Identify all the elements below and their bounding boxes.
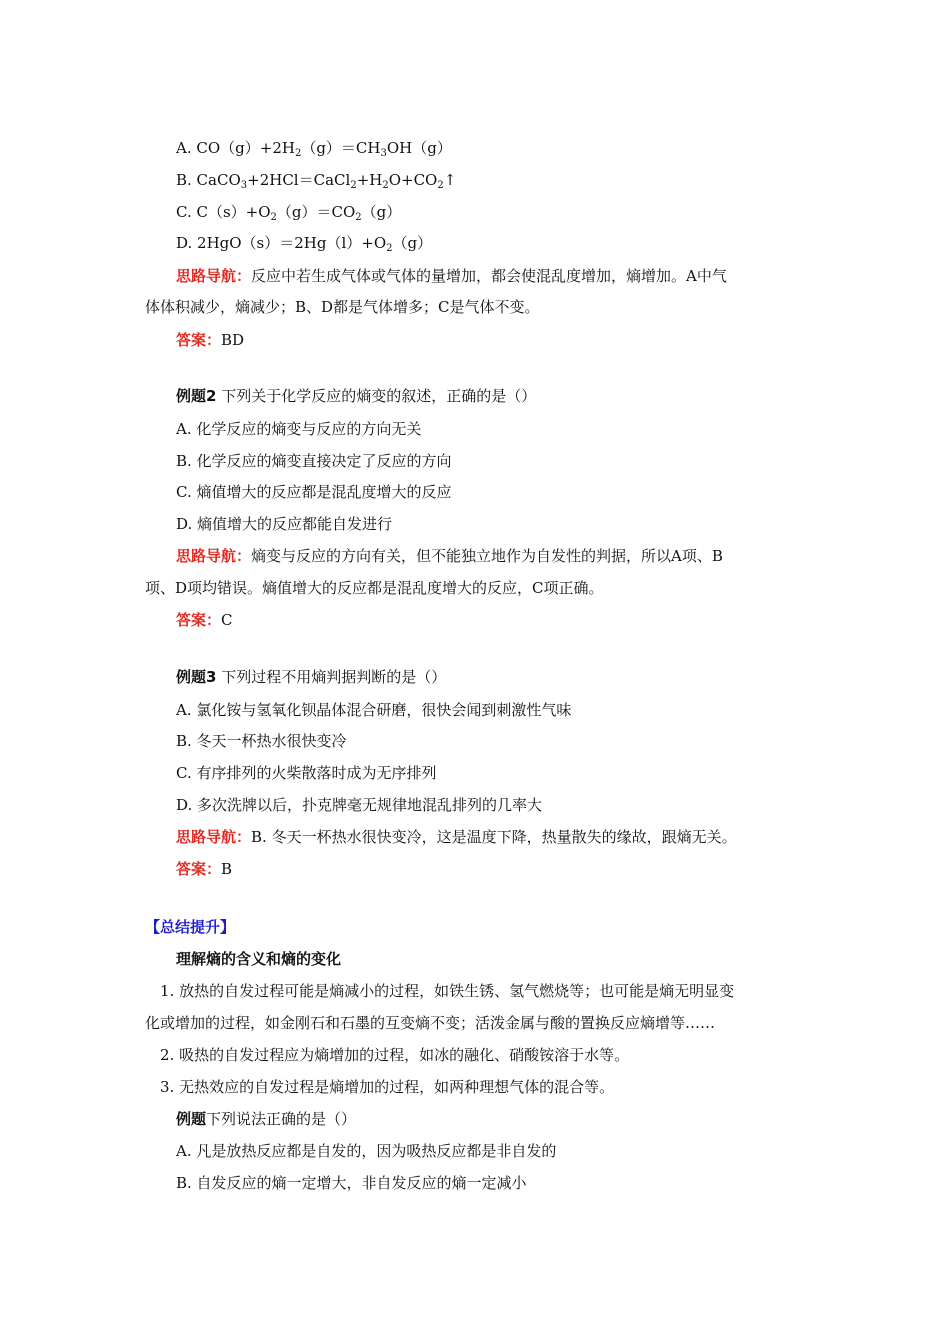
q3-option-d: D. 多次洗牌以后，扑克牌毫无规律地混乱排列的几率大 — [176, 796, 543, 814]
q1-option-a: A. $CO(g)+2H_2(g)=CH_3OH(g)$ — [176, 139, 452, 159]
analysis-label: 思路导航： — [176, 547, 252, 565]
analysis-label: 思路导航： — [176, 267, 252, 285]
q1-analysis-cont: 体体积减少，熵减少；B、D都是气体增多；C是气体不变。 — [145, 298, 540, 316]
q4-stem: 例题下列说法正确的是（） — [176, 1110, 357, 1128]
q2-option-b: B. 化学反应的熵变直接决定了反应的方向 — [176, 452, 452, 470]
q2-option-d: D. 熵值增大的反应都能自发进行 — [176, 515, 393, 533]
summary-heading: 【总结提升】 — [145, 918, 236, 936]
q1-option-d: D. $2HgO(s)=2Hg(l)+O_2(g)$ — [176, 234, 433, 254]
analysis-label: 思路导航： — [176, 828, 252, 846]
q2-analysis: 思路导航：熵变与反应的方向有关，但不能独立地作为自发性的判据，所以A项、B — [176, 547, 723, 565]
q3-label: 例题3 — [176, 668, 217, 686]
q2-analysis-cont: 项、D项均错误。熵值增大的反应都是混乱度增大的反应，C项正确。 — [145, 579, 604, 597]
q2-option-a: A. 化学反应的熵变与反应的方向无关 — [176, 420, 422, 438]
q1-answer: 答案：BD — [176, 331, 245, 349]
answer-label: 答案： — [176, 860, 222, 878]
q2-option-c: C. 熵值增大的反应都是混乱度增大的反应 — [176, 483, 452, 501]
summary-subheading: 理解熵的含义和熵的变化 — [176, 950, 342, 968]
answer-label: 答案： — [176, 611, 222, 629]
q1-option-c: C. $C(s)+O_2(g)=CO_2(g)$ — [176, 203, 402, 223]
q1-analysis: 思路导航：反应中若生成气体或气体的量增加，都会使混乱度增加，熵增加。A中气 — [176, 267, 727, 285]
q3-analysis: 思路导航：B. 冬天一杯热水很快变冷，这是温度下降，热量散失的缘故，跟熵无关。 — [176, 828, 737, 846]
q1-option-b: B. $CaCO_3+2HCl=CaCl_2+H_2O+CO_2↑$ — [176, 171, 457, 191]
q3-stem: 例题3 下列过程不用熵判据判断的是（） — [176, 668, 447, 686]
q3-answer: 答案：B — [176, 860, 233, 878]
q2-answer: 答案：C — [176, 611, 233, 629]
q3-option-a: A. 氯化铵与氢氧化钡晶体混合研磨，很快会闻到刺激性气味 — [176, 701, 572, 719]
q2-stem: 例题2 下列关于化学反应的熵变的叙述，正确的是（） — [176, 387, 537, 405]
q4-label: 例题 — [176, 1110, 207, 1128]
summary-point-2: 2. 吸热的自发过程应为熵增加的过程，如冰的融化、硝酸铵溶于水等。 — [160, 1046, 630, 1064]
q3-option-b: B. 冬天一杯热水很快变冷 — [176, 732, 347, 750]
q2-label: 例题2 — [176, 387, 217, 405]
q4-option-b: B. 自发反应的熵一定增大，非自发反应的熵一定减小 — [176, 1174, 527, 1192]
summary-point-3: 3. 无热效应的自发过程是熵增加的过程，如两种理想气体的混合等。 — [160, 1078, 615, 1096]
q4-option-a: A. 凡是放热反应都是自发的，因为吸热反应都是非自发的 — [176, 1142, 557, 1160]
answer-label: 答案： — [176, 331, 222, 349]
summary-point-1: 1. 放热的自发过程可能是熵减小的过程，如铁生锈、氢气燃烧等；也可能是熵无明显变 — [160, 982, 735, 1000]
q3-option-c: C. 有序排列的火柴散落时成为无序排列 — [176, 764, 437, 782]
summary-point-1-cont: 化或增加的过程，如金刚石和石墨的互变熵不变；活泼金属与酸的置换反应熵增等…… — [145, 1014, 716, 1032]
